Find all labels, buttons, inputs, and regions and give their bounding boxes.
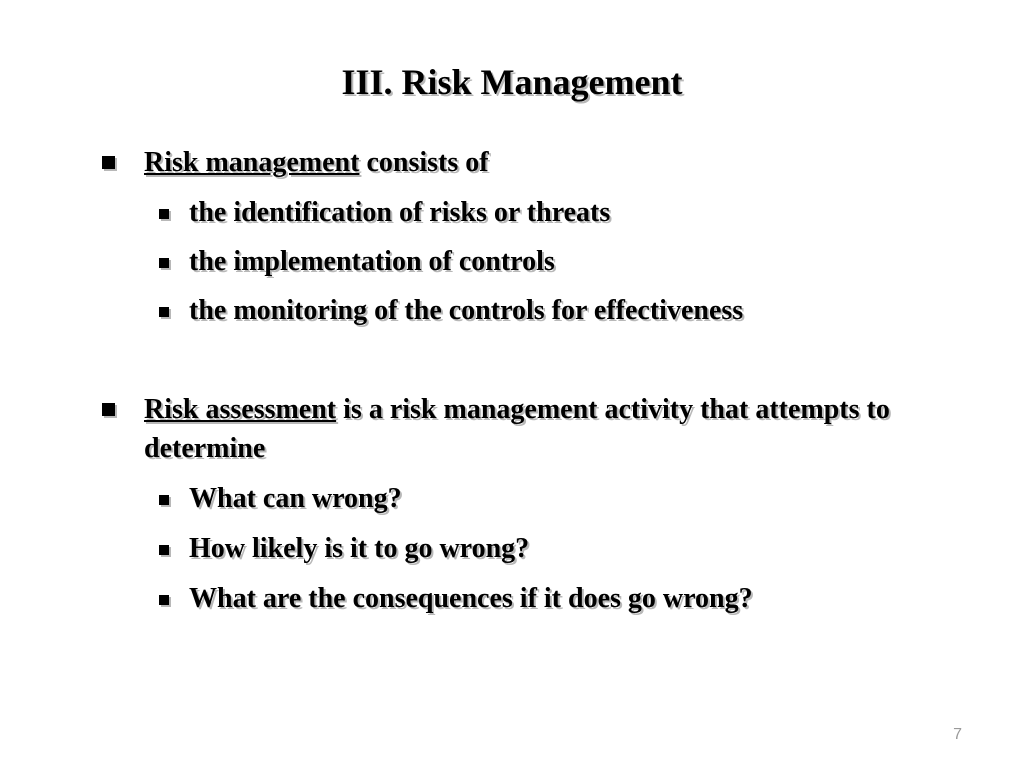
sub-bullet bbox=[155, 291, 743, 330]
sub-bullet bbox=[155, 529, 529, 568]
square-bullet-icon bbox=[159, 495, 169, 505]
square-bullet-icon bbox=[159, 209, 169, 219]
term-risk-management: Risk management bbox=[144, 147, 360, 178]
bullet-risk-management bbox=[100, 143, 900, 182]
square-bullet-icon bbox=[102, 403, 115, 416]
sub-bullet-text: the monitoring of the controls for effectiveness bbox=[189, 295, 744, 326]
square-bullet-icon bbox=[159, 258, 169, 268]
sub-bullet-text: the implementation of controls bbox=[189, 246, 555, 277]
square-bullet-icon bbox=[159, 545, 169, 555]
square-bullet-icon bbox=[102, 156, 115, 169]
term-risk-assessment: Risk assessment bbox=[144, 394, 337, 425]
bullet-text: consists of bbox=[359, 147, 489, 178]
sub-bullet bbox=[155, 579, 753, 618]
page-number: 7 bbox=[953, 726, 962, 743]
square-bullet-icon bbox=[159, 307, 169, 317]
sub-bullet bbox=[155, 479, 402, 518]
square-bullet-icon bbox=[159, 595, 169, 605]
sub-bullet-text: What are the consequences if it does go wrong? bbox=[189, 583, 753, 614]
sub-bullet-text: How likely is it to go wrong? bbox=[189, 533, 530, 564]
bullet-text: is a risk management activity that attempts to determine bbox=[144, 394, 890, 464]
sub-bullet bbox=[155, 193, 610, 232]
bullet-risk-assessment bbox=[100, 390, 900, 468]
sub-bullet-text: What can wrong? bbox=[189, 483, 402, 514]
slide-title: III. Risk Management bbox=[341, 62, 683, 102]
sub-bullet-text: the identification of risks or threats bbox=[189, 197, 611, 228]
sub-bullet bbox=[155, 242, 555, 281]
